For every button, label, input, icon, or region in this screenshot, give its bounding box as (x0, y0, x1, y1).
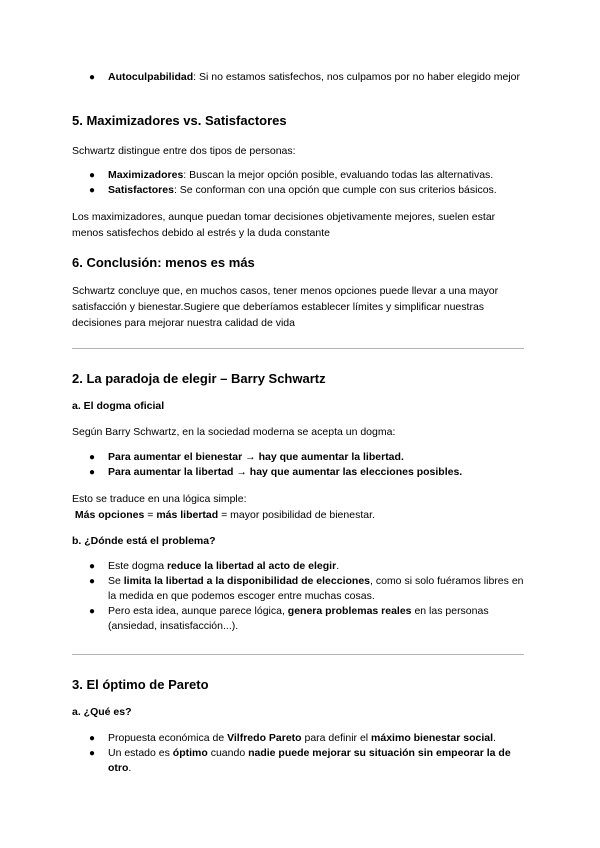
list-item: ● Este dogma reduce la libertad al acto de elegir. (89, 560, 340, 572)
section-6-paragraph: Schwartz concluye que, en muchos casos, tener menos opciones puede llevar a una mayor satisfacción y bienestar.Sugiere que deberíamos establecer límites y simplificar nuestras decisiones para mejorar nuestra calidad de vida (72, 285, 499, 329)
part-2-sub-b: b. ¿Dónde está el problema? (72, 535, 216, 547)
list-item: ● Maximizadores: Buscan la mejor opción posible, evaluando todas las alternativas. (89, 169, 494, 181)
list-item: ● Satisfactores: Se conforman con una opción que cumple con sus criterios básicos. (89, 184, 497, 196)
part-3-sub-a: a. ¿Qué es? (72, 706, 132, 718)
bullet-icon: ● (89, 467, 96, 478)
bullet-icon: ● (89, 452, 96, 463)
pareto-list (72, 731, 524, 776)
list-item: ● Un estado es óptimo cuando nadie puede mejorar su situación sin empeorar la de otro. (89, 747, 511, 774)
bullet-icon: ● (89, 72, 96, 83)
dogma-list (72, 450, 524, 480)
part-2-sub-a: a. El dogma oficial (72, 400, 165, 412)
list-item: ● Se limita la libertad a la disponibilidad de elecciones, como si solo fuéramos libres en la medida en que podemos escoger entre muchas cosas. (89, 575, 524, 602)
list-item: ● Autoculpabilidad: Si no estamos satisfechos, nos culpamos por no haber elegido mejor (89, 71, 521, 83)
bullet-icon: ● (89, 561, 96, 572)
logic-line: Esto se traduce en una lógica simple: (72, 493, 247, 505)
list-item: ● Pero esta idea, aunque parece lógica, genera problemas reales en las personas (ansiedad, insatisfacción...). (89, 605, 489, 632)
section-6-title: 6. Conclusión: menos es más (72, 255, 255, 270)
bullet-icon: ● (89, 733, 96, 744)
top-bullet-list (72, 70, 524, 85)
part-2-intro: Según Barry Schwartz, en la sociedad moderna se acepta un dogma: (72, 426, 396, 438)
list-item: ● Para aumentar la libertad → hay que aumentar las elecciones posibles. (89, 466, 463, 478)
bullet-icon: ● (89, 748, 96, 759)
list-item: ● Propuesta económica de Vilfredo Pareto para definir el máximo bienestar social. (89, 732, 496, 744)
bullet-icon: ● (89, 185, 96, 196)
bullet-icon: ● (89, 606, 96, 617)
list-item: ● Para aumentar el bienestar → hay que aumentar la libertad. (89, 451, 404, 463)
part-2-title: 2. La paradoja de elegir – Barry Schwartz (72, 371, 326, 386)
horizontal-rule (72, 348, 524, 349)
bullet-icon: ● (89, 576, 96, 587)
section-5-list (72, 168, 524, 198)
logic-equation: Más opciones = más libertad = mayor posibilidad de bienestar. (74, 509, 375, 521)
horizontal-rule (72, 654, 524, 655)
problem-list (72, 559, 524, 634)
section-5-title: 5. Maximizadores vs. Satisfactores (72, 113, 287, 128)
bullet-icon: ● (89, 170, 96, 181)
part-3-title: 3. El óptimo de Pareto (72, 677, 209, 692)
section-5-paragraph: Los maximizadores, aunque puedan tomar decisiones objetivamente mejores, suelen estar menos satisfechos debido al estrés y la duda constante (72, 211, 496, 239)
section-5-intro: Schwartz distingue entre dos tipos de personas: (72, 145, 296, 157)
